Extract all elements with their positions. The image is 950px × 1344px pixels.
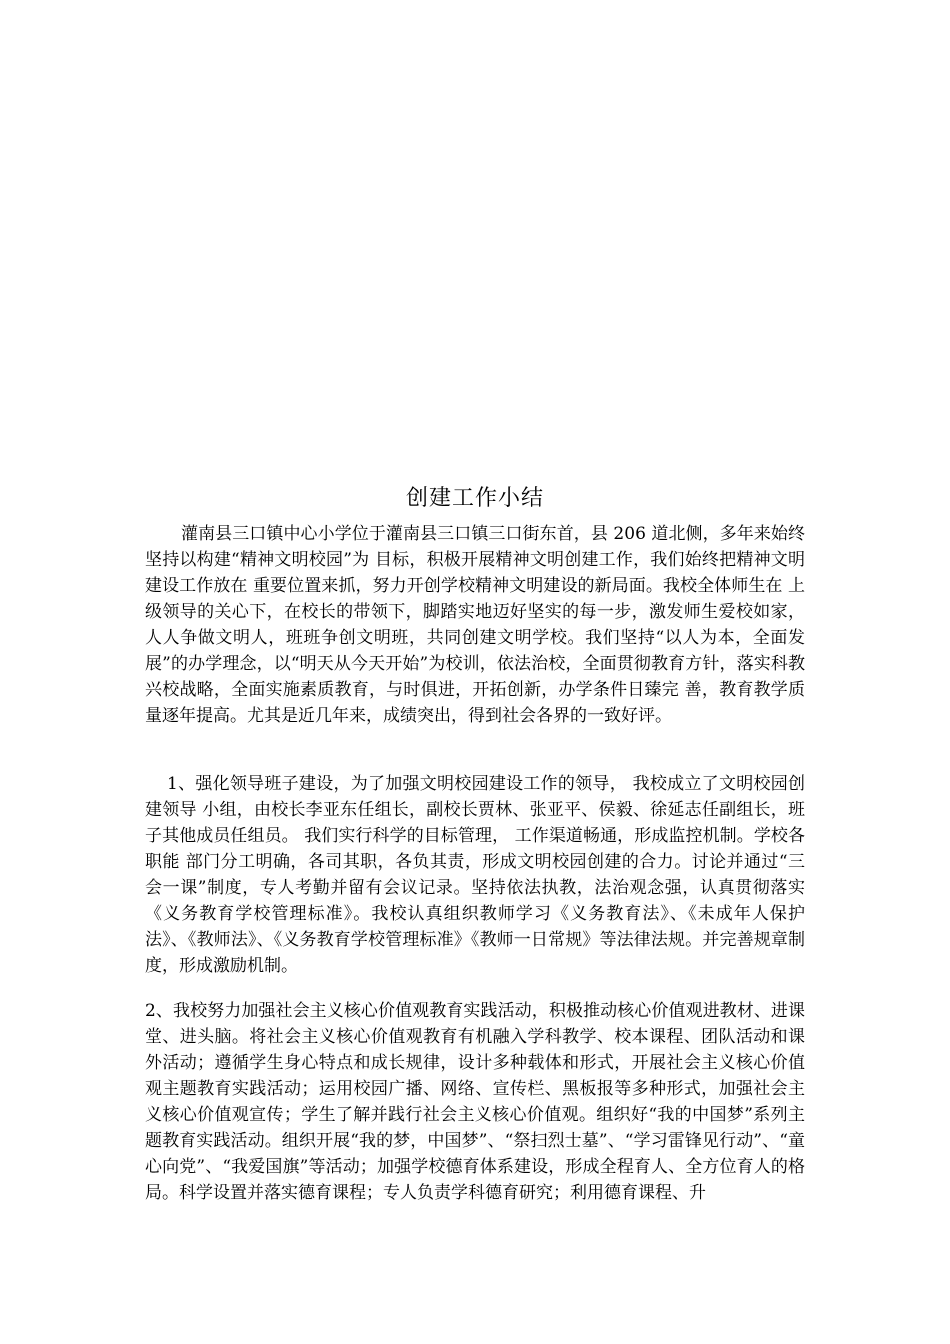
paragraph-core-values: 2、我校努力加强社会主义核心价值观教育实践活动，积极推动核心价值观进教材、进课堂、进头脑。将社会主义核心价值观教育有机融入学科教学、校本课程、团队活动和课外活动；遵循学生身心特点和成长规律，设计多种载体和形式，开展社会主义核心价值观主题教育实践活动；运用校园广播、网络、宣传栏、黑板报等多种形式，加强社会主义核心价值观宣传；学生了解并践行社会主义核心价值观。组织好“我的中国梦”系列主题教育实践活动。组织开展“我的梦，中国梦”、“祭扫烈士墓”、“学习雷锋见行动”、“童心向党”、“我爱国旗”等活动；加强学校德育体系建设，形成全程育人、全方位育人的格局。科学设置并落实德育课程；专人负责学科德育研究；利用德育课程、升 xyxy=(145,1001,805,1203)
document-title: 创建工作小结 xyxy=(405,486,544,511)
paragraph-leadership: 1、强化领导班子建设，为了加强文明校园建设工作的领导， 我校成立了文明校园创建领导 小组，由校长李亚东任组长，副校长贾林、张亚平、侯毅、徐延志任副组长，班子其他成员任组员。 我们实行科学的目标管理， 工作渠道畅通，形成监控机制。学校各职能 部门分工明确，各司其职，各负其责，形成文明校园创建的合力。讨论并通过“三会一课”制度，专人考勤并留有会议记录。坚持依法执教，法治观念强，认真贯彻落实《义务教育学校管理标准》。我校认真组织教师学习《义务教育法》、《未成年人保护法》、《教师法》、《义务教育学校管理标准》《教师一日常规》等法律法规。并完善规章制度，形成激励机制。 xyxy=(145,774,805,976)
paragraph-intro: 灌南县三口镇中心小学位于灌南县三口镇三口街东首，县 206 道北侧，多年来始终坚持以构建“精神文明校园”为 目标，积极开展精神文明创建工作，我们始终把精神文明建设工作放在 重要位置来抓，努力开创学校精神文明建设的新局面。我校全体师生在 上级领导的关心下，在校长的带领下，脚踏实地迈好坚实的每一步，激发师生爱校如家，人人争做文明人，班班争创文明班，共同创建文明学校。我们坚持“以人为本，全面发展”的办学理念，以“明天从今天开始”为校训，依法治校，全面贯彻教育方针，落实科教 兴校战略，全面实施素质教育，与时俱进，开拓创新，办学条件日臻完 善，教育教学质量逐年提高。尤其是近几年来，成绩突出，得到社会各界的一致好评。 xyxy=(145,524,805,726)
